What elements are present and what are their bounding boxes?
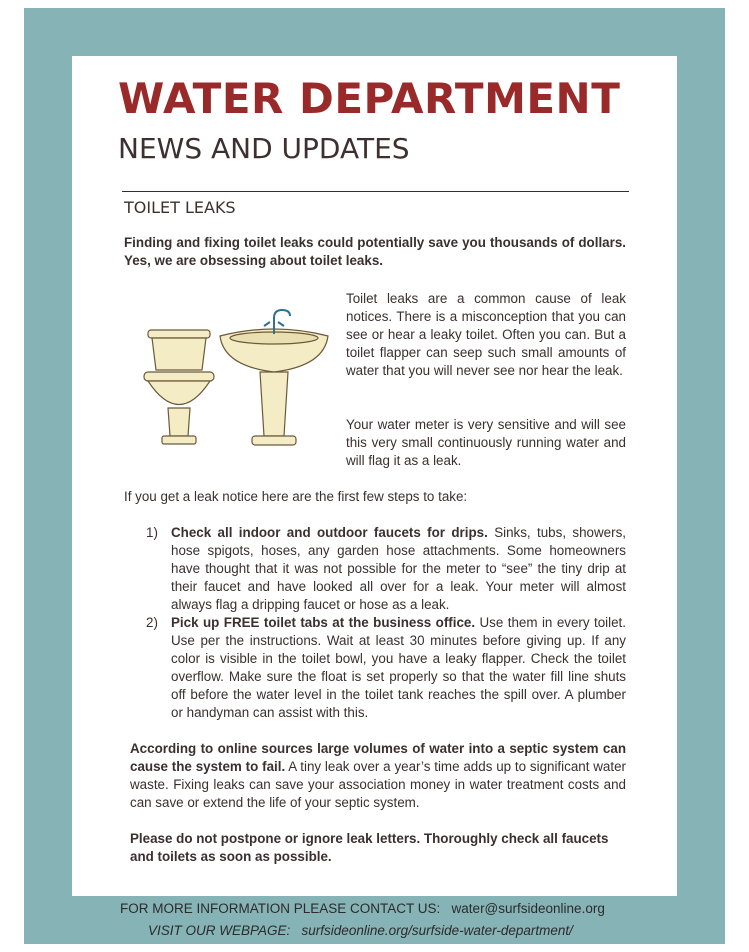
page-title: WATER DEPARTMENT [118,74,621,123]
steps-lead: If you get a leak notice here are the first few steps to take: [124,489,468,504]
toilet-seat [144,372,214,381]
list-item [146,524,626,614]
list-item-heading: Check all indoor and outdoor faucets for drips. [171,525,488,540]
list-item-number: 1) [146,525,158,540]
meter-sensitivity-paragraph: Your water meter is very sensitive and will see this very small continuously running water and will flag it as a leak. [346,417,626,468]
leak-explanation-paragraph: Toilet leaks are a common cause of leak notices. There is a misconception that you can see or hear a leaky toilet. Often you can. But a toilet flapper can seep such small amounts of water that you will never see nor hear the leak. [346,291,626,378]
steps-list [146,524,626,722]
toilet-foot [162,436,196,444]
list-item [146,614,626,722]
footer-email-link[interactable]: water@surfsideonline.org [451,901,605,916]
footer-web-label: VISIT OUR WEBPAGE: [148,923,291,938]
toilet-tank-lid [148,330,210,338]
list-item-number: 2) [146,615,158,630]
footer-web [148,923,573,938]
septic-heading: According to online sources large volumes of water into a septic system can cause the system to fail. [130,741,626,774]
sink-foot [252,436,296,445]
toilet-base [168,408,190,436]
septic-text: A tiny leak over a year’s time adds up to significant water waste. Fixing leaks can save your association money in water treatment costs and can save or extend the life of your septic system. [130,759,627,810]
title-divider [122,191,629,192]
section-title: TOILET LEAKS [124,198,236,217]
list-item-text: Sinks, tubs, showers, hose spigots, hoses, any garden hose attachments. Some homeowners have thought that it was not possible for the meter to “see” the tiny drip at their faucet and have looked all over for a leak. Your meter will almost always flag a dripping faucet or hose as a leak. [171,525,626,612]
sink-pedestal [260,372,288,436]
septic-paragraph [130,740,626,812]
footer-contact [120,901,605,916]
page-subtitle: NEWS AND UPDATES [118,132,410,165]
footer-contact-label: FOR MORE INFORMATION PLEASE CONTACT US: [120,901,441,916]
toilet-and-sink-illustration [124,296,334,466]
list-item-heading: Pick up FREE toilet tabs at the business office. [171,615,476,630]
footer-web-link[interactable]: surfsideonline.org/surfside-water-department/ [301,923,573,938]
intro-paragraph: Finding and fixing toilet leaks could potentially save you thousands of dollars. Yes, we are obsessing about toilet leaks. [124,235,626,268]
toilet-bowl [148,381,210,405]
list-item-text: Use them in every toilet. Use per the instructions. Wait at least 30 minutes before giving up. If any color is visible in the toilet bowl, you have a leaky flapper. Check the toilet overflow. Make sure the float is set properly so that the water fill line shuts off before the water level in the toilet tank reaches the spill over. A plumber or handyman can assist with this. [171,615,626,720]
closing-paragraph: Please do not postpone or ignore leak letters. Thoroughly check all faucets and toilets as soon as possible. [130,831,609,864]
toilet-tank [152,338,206,370]
